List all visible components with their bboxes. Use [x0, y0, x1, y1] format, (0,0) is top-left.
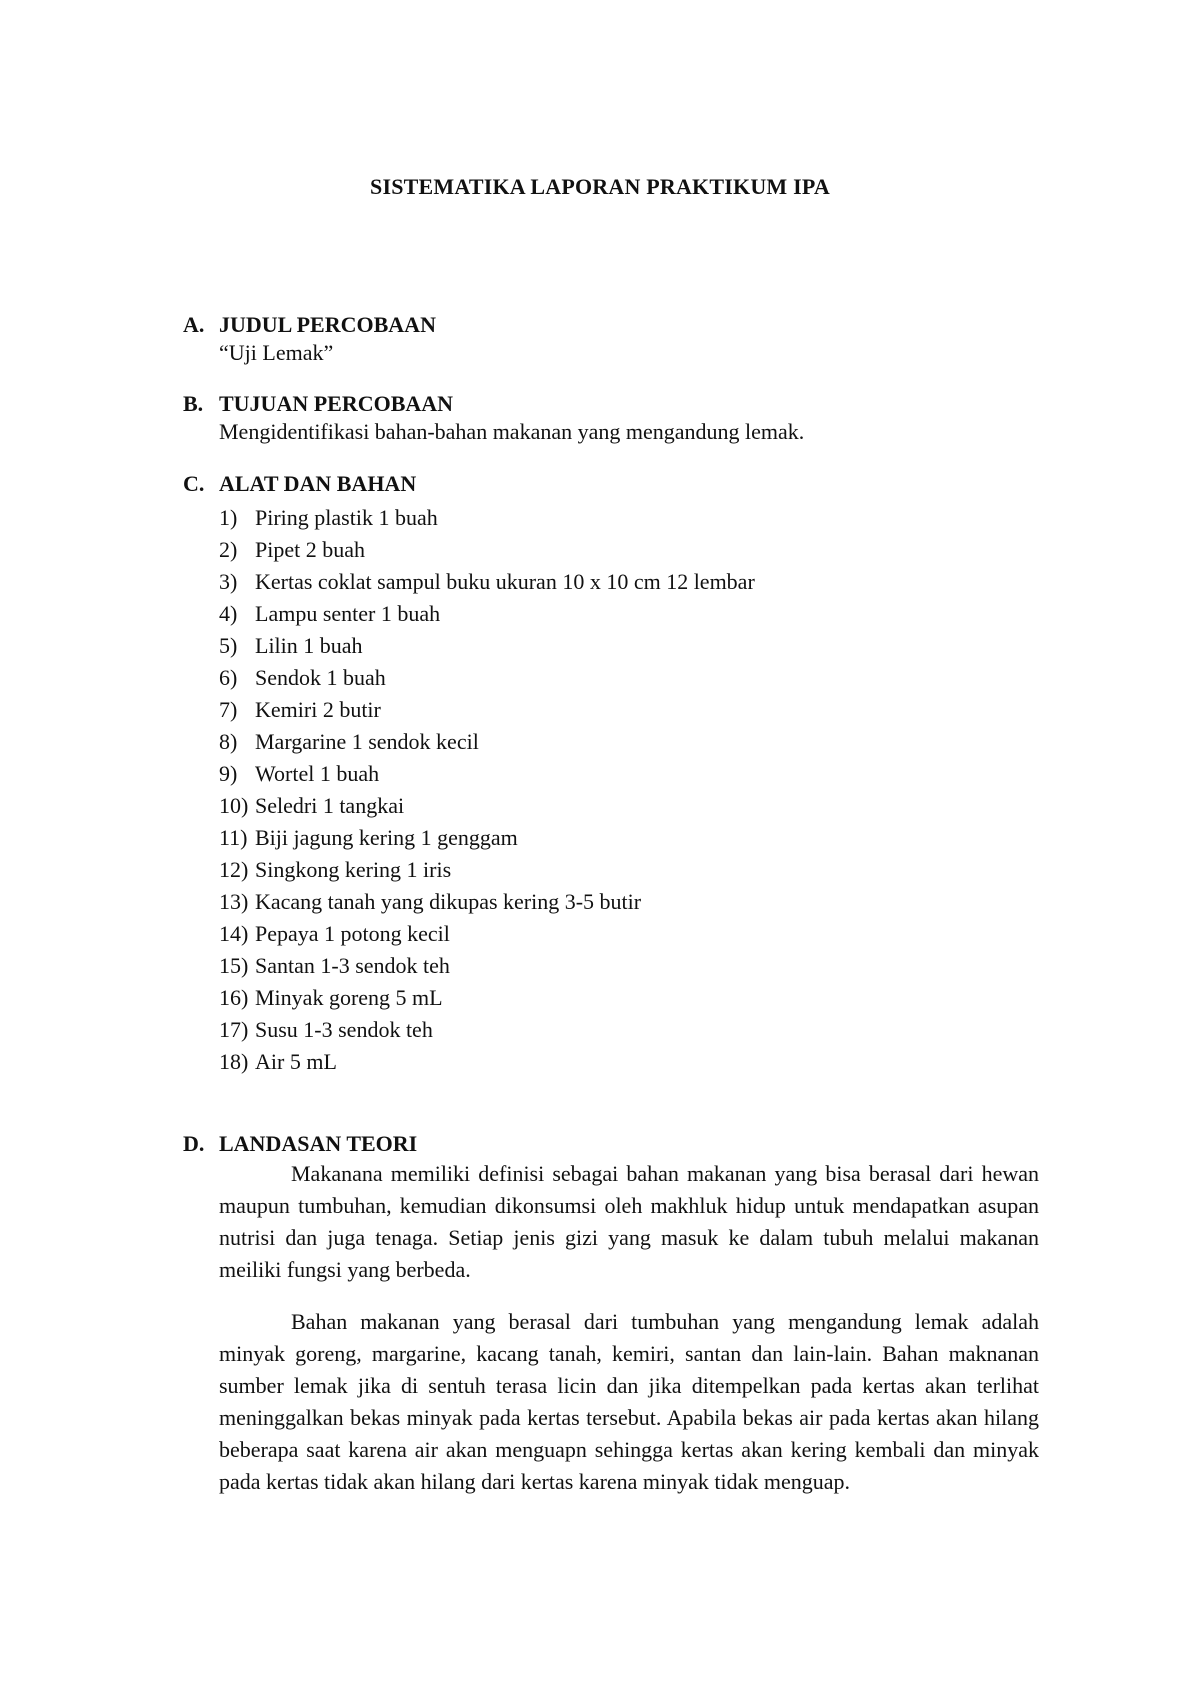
- list-item-text: Minyak goreng 5 mL: [255, 985, 443, 1010]
- list-item-text: Margarine 1 sendok kecil: [255, 729, 479, 754]
- section-heading: [183, 470, 1043, 498]
- list-item: [219, 1046, 1043, 1078]
- list-item: [219, 630, 1043, 662]
- list-item-text: Lilin 1 buah: [255, 633, 363, 658]
- list-item-text: Lampu senter 1 buah: [255, 601, 441, 626]
- list-item: [219, 950, 1043, 982]
- section-alat-dan-bahan: [183, 470, 1043, 1078]
- list-item: [219, 822, 1043, 854]
- section-letter: B.: [183, 391, 204, 416]
- section-heading: [183, 390, 1043, 418]
- list-item-number: 13): [219, 889, 249, 914]
- list-item-number: 16): [219, 985, 249, 1010]
- list-item: [219, 758, 1043, 790]
- list-item-text: Biji jagung kering 1 genggam: [255, 825, 518, 850]
- list-item-text: Kertas coklat sampul buku ukuran 10 x 10 cm 12 lembar: [255, 569, 755, 594]
- list-item-number: 12): [219, 857, 249, 882]
- list-item-number: 14): [219, 921, 249, 946]
- list-item-text: Kemiri 2 butir: [255, 697, 381, 722]
- list-item-number: 18): [219, 1049, 249, 1074]
- list-item: [219, 918, 1043, 950]
- list-item-number: 9): [219, 761, 238, 786]
- section-landasan-teori: [183, 1130, 1043, 1498]
- list-item: [219, 694, 1043, 726]
- section-heading: [183, 311, 1043, 339]
- list-item-text: Wortel 1 buah: [255, 761, 380, 786]
- list-item-text: Santan 1-3 sendok teh: [255, 953, 450, 978]
- list-item: [219, 598, 1043, 630]
- list-item: [219, 1014, 1043, 1046]
- list-item-number: 4): [219, 601, 238, 626]
- experiment-title: “Uji Lemak”: [219, 340, 334, 365]
- list-item-text: Seledri 1 tangkai: [255, 793, 405, 818]
- list-item: [219, 534, 1043, 566]
- section-title: ALAT DAN BAHAN: [219, 471, 417, 496]
- list-item-text: Sendok 1 buah: [255, 665, 386, 690]
- section-letter: C.: [183, 471, 205, 496]
- list-item-number: 2): [219, 537, 238, 562]
- list-item-number: 17): [219, 1017, 249, 1042]
- list-item-text: Pipet 2 buah: [255, 537, 365, 562]
- list-item-text: Piring plastik 1 buah: [255, 505, 438, 530]
- list-item: [219, 502, 1043, 534]
- section-title: TUJUAN PERCOBAAN: [219, 391, 454, 416]
- list-item: [219, 790, 1043, 822]
- list-item: [219, 566, 1043, 598]
- list-item-text: Air 5 mL: [255, 1049, 337, 1074]
- list-item-text: Singkong kering 1 iris: [255, 857, 452, 882]
- section-letter: A.: [183, 312, 205, 337]
- list-item: [219, 886, 1043, 918]
- list-item-number: 1): [219, 505, 238, 530]
- list-item-number: 15): [219, 953, 249, 978]
- list-item-number: 8): [219, 729, 238, 754]
- section-letter: D.: [183, 1131, 205, 1156]
- list-item-number: 5): [219, 633, 238, 658]
- list-item-number: 3): [219, 569, 238, 594]
- list-item: [219, 726, 1043, 758]
- list-item-number: 11): [219, 825, 248, 850]
- section-judul-percobaan: [183, 311, 1043, 367]
- list-item: [219, 982, 1043, 1014]
- experiment-objective: Mengidentifikasi bahan-bahan makanan yang mengandung lemak.: [219, 419, 805, 444]
- list-item-number: 10): [219, 793, 249, 818]
- list-item-text: Pepaya 1 potong kecil: [255, 921, 450, 946]
- list-item: [219, 662, 1043, 694]
- list-item-number: 6): [219, 665, 238, 690]
- list-item-number: 7): [219, 697, 238, 722]
- document-title: SISTEMATIKA LAPORAN PRAKTIKUM IPA: [370, 174, 830, 199]
- materials-list: [219, 502, 1043, 1078]
- list-item-text: Kacang tanah yang dikupas kering 3-5 butir: [255, 889, 642, 914]
- list-item: [219, 854, 1043, 886]
- section-title: JUDUL PERCOBAAN: [219, 312, 436, 337]
- list-item-text: Susu 1-3 sendok teh: [255, 1017, 433, 1042]
- theory-paragraph: Bahan makanan yang berasal dari tumbuhan yang mengandung lemak adalah minyak goreng, margarine, kacang tanah, kemiri, santan dan lain-lain. Bahan maknanan sumber lemak jika di sentuh terasa licin dan jika ditempelkan pada kertas akan terlihat meninggalkan bekas minyak pada kertas tersebut. Apabila bekas air pada kertas akan hilang beberapa saat karena air akan menguapn sehingga kertas akan kering kembali dan minyak pada kertas tidak akan hilang dari kertas karena minyak tidak menguap.: [219, 1309, 1039, 1494]
- section-title: LANDASAN TEORI: [219, 1131, 418, 1156]
- section-tujuan-percobaan: [183, 390, 1043, 446]
- section-heading: [183, 1130, 1043, 1158]
- theory-paragraph: Makanana memiliki definisi sebagai bahan makanan yang bisa berasal dari hewan maupun tumbuhan, kemudian dikonsumsi oleh makhluk hidup untuk mendapatkan asupan nutrisi dan juga tenaga. Setiap jenis gizi yang masuk ke dalam tubuh melalui makanan meiliki fungsi yang berbeda.: [219, 1161, 1039, 1282]
